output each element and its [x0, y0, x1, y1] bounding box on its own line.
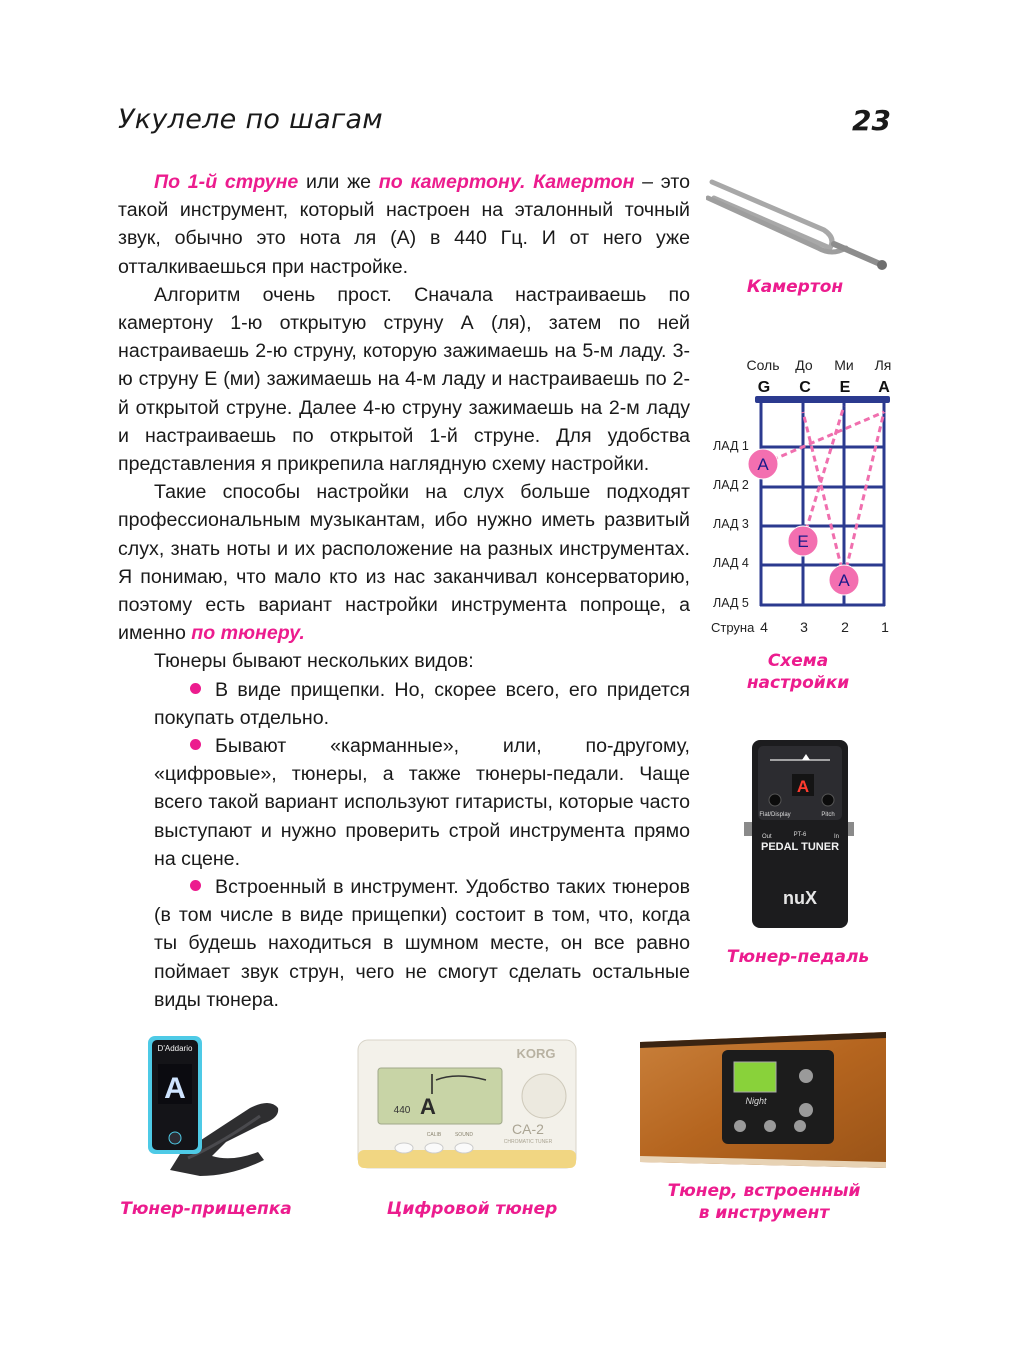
- guide-line: [803, 406, 844, 540]
- pedal-tuner-image: [744, 738, 854, 930]
- builtin-tuner-image: [640, 1032, 886, 1170]
- svg-text:Out: Out: [762, 834, 772, 840]
- guide-line: [844, 412, 884, 578]
- digital-brand: KORG: [516, 1046, 556, 1061]
- highlight-tuning-fork: по камертону. Камертон: [378, 171, 635, 193]
- note-name-label: Соль: [746, 357, 780, 373]
- svg-text:PT-6: PT-6: [793, 832, 807, 838]
- nut: [755, 396, 890, 403]
- caption-line: в инструмент: [698, 1203, 830, 1223]
- tuning-fork-image: [706, 168, 896, 273]
- digital-tuner-image: [356, 1038, 578, 1170]
- paragraph-2: Алгоритм очень прост. Сначала настраиваешь по камертону 1-ю открытую струну А (ля), затем по ней настраиваешь 2-ю струну, которую зажимаешь на 5-м ладу. 3-ю струну Е (ми) зажимаешь на 4-м ладу и настраиваешь по 2-й открытой струне. Далее 4-ю струну зажимаешь на 2-м ладу и настраиваешь по открытой 1-й струне. Для удобства представления я прикрепила наглядную схему настройки.: [118, 283, 690, 476]
- caption-line: настройки: [746, 673, 850, 693]
- svg-text:SOUND: SOUND: [454, 1132, 474, 1138]
- note-letter-label: A: [878, 379, 890, 396]
- marker-label: A: [757, 455, 769, 474]
- text: – это такой инструмент, который настроен на эталонный точный звук, обычно это нота ля (А) в 440 Гц. И от него уже отталкиваешься при настройке.: [118, 171, 690, 278]
- note-name-label: Ми: [834, 357, 854, 373]
- caption-line: Схема: [767, 651, 829, 671]
- note-letter-label: C: [799, 379, 811, 396]
- note-letter-label: G: [757, 379, 771, 396]
- bullet-text: Бывают «карманные», или, по-другому, «цифровые», тюнеры, а также тюнеры-педали. Чаще всего такой вариант используют гитаристы, которые часто выступают и нужно проверить строй инструмента прямо на сцене.: [154, 735, 690, 870]
- caption-digital: Цифровой тюнер: [386, 1199, 558, 1219]
- paragraph-1: [118, 168, 690, 281]
- caption-clip: Тюнер-прищепка: [120, 1199, 292, 1219]
- caption-pedal: Тюнер-педаль: [726, 947, 870, 967]
- note-name-label: Ля: [874, 357, 892, 373]
- clip-tuner-image: [140, 1034, 290, 1184]
- main-text: [118, 168, 690, 1014]
- page-number: 23: [852, 104, 891, 137]
- highlight-tuner: по тюнеру.: [191, 622, 305, 645]
- bullet-dot-icon: [190, 880, 201, 891]
- paragraph-3: [118, 478, 690, 647]
- highlight-first-string: По 1-й струне: [154, 171, 299, 193]
- bullet-dot-icon: [190, 739, 201, 750]
- paragraph-4: Тюнеры бывают нескольких видов:: [154, 650, 474, 673]
- bullet-dot-icon: [190, 683, 201, 694]
- fret-label: ЛАД 1: [713, 439, 749, 453]
- builtin-brand: Night: [745, 1096, 767, 1106]
- fret-label: ЛАД 2: [713, 478, 749, 492]
- svg-text:CHROMATIC TUNER: CHROMATIC TUNER: [503, 1139, 553, 1145]
- note-name-label: До: [795, 357, 813, 373]
- svg-text:Pitch: Pitch: [821, 812, 835, 818]
- fret-label: ЛАД 3: [713, 517, 749, 531]
- svg-text:Flat/Display: Flat/Display: [759, 812, 791, 818]
- bullet-item: [118, 732, 690, 873]
- caption-builtin: [660, 1180, 868, 1224]
- pedal-name: PEDAL TUNER: [760, 841, 840, 853]
- bullet-text: В виде прищепки. Но, скорее всего, его придется покупать отдельно.: [154, 678, 690, 729]
- string-number: 4: [760, 619, 768, 635]
- pedal-brand: nuX: [783, 888, 817, 908]
- caption-line: Тюнер, встроенный: [667, 1181, 861, 1201]
- svg-text:CALIB: CALIB: [426, 1132, 442, 1138]
- string-axis-label: Струна: [711, 620, 755, 635]
- note-letter-label: E: [839, 379, 851, 396]
- marker-label: A: [838, 571, 850, 590]
- string-number: 1: [881, 619, 889, 635]
- svg-text:440: 440: [393, 1105, 411, 1116]
- guide-line: [763, 412, 884, 464]
- string-number: 2: [841, 619, 849, 635]
- digital-model: CA-2: [512, 1121, 544, 1137]
- bullet-text: Встроенный в инструмент. Удобство таких тюнеров (в том числе в виде прищепки) состоит в том, что, когда ты будешь находиться в шумном месте, он все равно поймает звук струн, чего не смогут сделать остальные виды тюнера.: [154, 876, 690, 1011]
- svg-text:In: In: [834, 834, 840, 840]
- string-number: 3: [800, 619, 808, 635]
- fret-label: ЛАД 4: [713, 556, 749, 570]
- caption-scheme: [728, 650, 868, 694]
- marker-label: E: [797, 532, 809, 551]
- fret-label: ЛАД 5: [713, 596, 749, 610]
- bullet-item: [118, 676, 690, 732]
- digital-display-note: A: [420, 1094, 436, 1119]
- bullet-item: [118, 873, 690, 1014]
- clip-brand: D'Addario: [157, 1044, 193, 1053]
- caption-tuning-fork: Камертон: [746, 277, 844, 297]
- running-header: Укулеле по шагам: [118, 104, 383, 135]
- text: Такие способы настройки на слух больше подходят профессиональным музыкантам, ибо нужно иметь развитый слух, знать ноты и их расположение на разных инструментах. Я понимаю, что мало кто из нас заканчивал консерваторию, поэтому есть вариант настройки инструмента попроще, а именно: [118, 481, 690, 645]
- tuning-scheme-diagram: [705, 350, 905, 642]
- clip-display-note: A: [164, 1072, 186, 1105]
- pedal-display-note: A: [796, 777, 810, 796]
- text: или же: [298, 171, 379, 193]
